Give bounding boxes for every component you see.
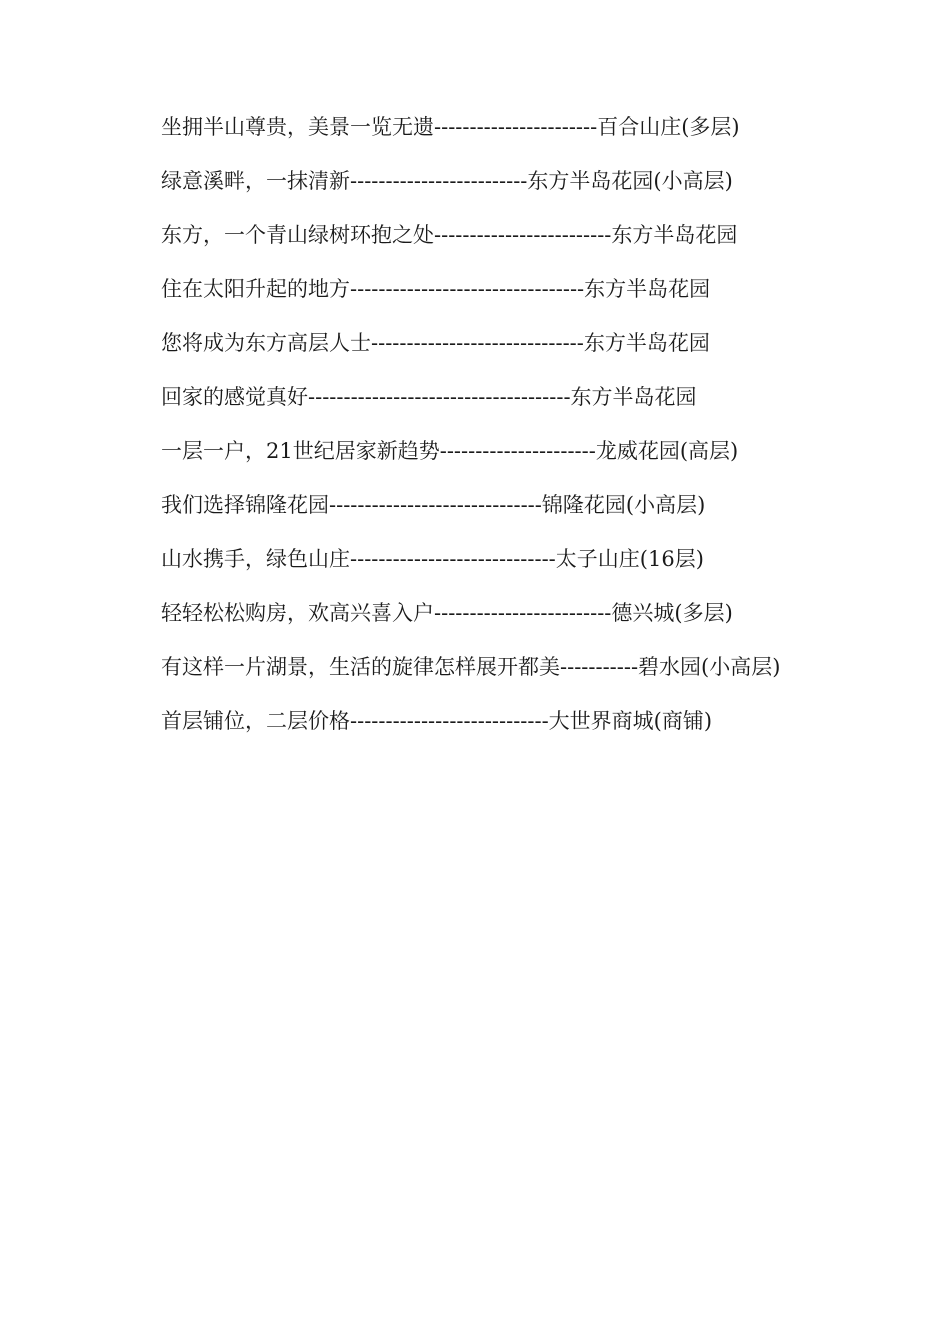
slogan-paragraph-7: 一层一户，21世纪居家新趋势----------------------龙威花园(高层) <box>161 439 739 463</box>
slogan-paragraph-10: 轻轻松松购房，欢高兴喜入户-------------------------德兴城(多层) <box>161 601 733 625</box>
slogan-paragraph-11: 有这样一片湖景，生活的旋律怎样展开都美-----------碧水园(小高层) <box>161 655 781 679</box>
slogan-paragraph-12: 首层铺位，二层价格----------------------------大世界商城(商铺) <box>161 709 713 733</box>
slogan-paragraph-5: 您将成为东方高层人士------------------------------东方半岛花园 <box>161 331 710 355</box>
slogan-paragraph-4: 住在太阳升起的地方---------------------------------东方半岛花园 <box>161 277 711 301</box>
slogan-paragraph-2: 绿意溪畔，一抹清新-------------------------东方半岛花园(小高层) <box>161 169 733 193</box>
slogan-paragraph-6: 回家的感觉真好-------------------------------------东方半岛花园 <box>161 385 697 409</box>
slogan-paragraph-9: 山水携手，绿色山庄-----------------------------太子山庄(16层) <box>161 547 704 571</box>
slogan-list <box>117 109 833 757</box>
slogan-paragraph-1: 坐拥半山尊贵，美景一览无遗-----------------------百合山庄(多层) <box>161 115 740 139</box>
slogan-paragraph-3: 东方，一个青山绿树环抱之处-------------------------东方半岛花园 <box>161 223 738 247</box>
slogan-paragraph-8: 我们选择锦隆花园------------------------------锦隆花园(小高层) <box>161 493 706 517</box>
